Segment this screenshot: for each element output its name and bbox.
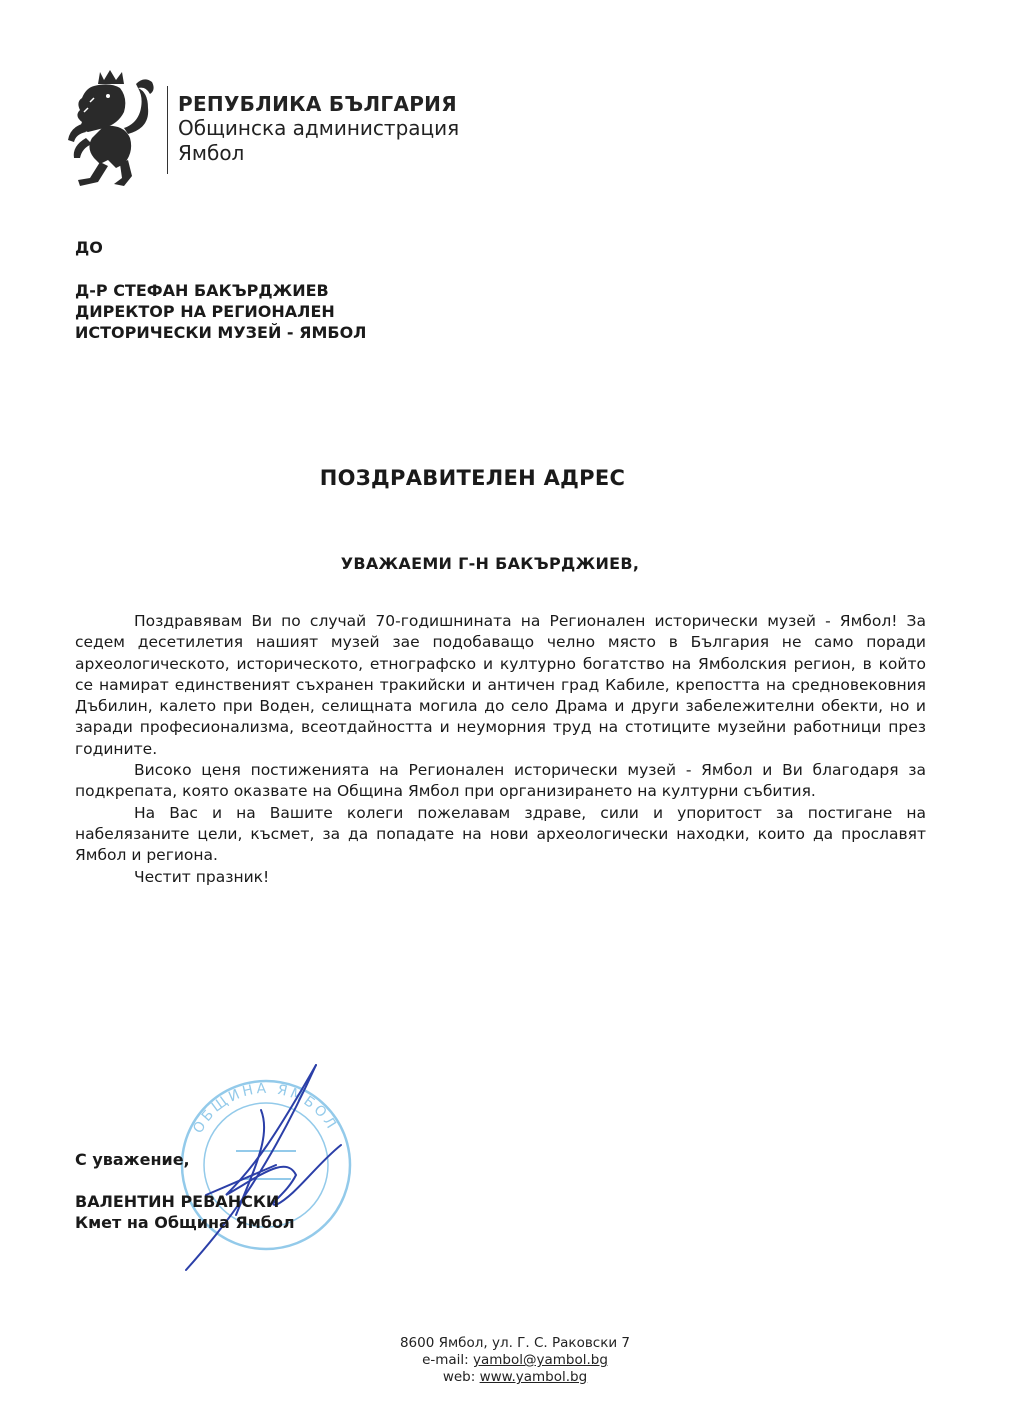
letter-body	[75, 611, 926, 888]
recipient-block	[75, 280, 366, 343]
footer-email-line	[0, 1352, 1030, 1369]
header-divider	[167, 86, 168, 174]
footer-address: 8600 Ямбол, ул. Г. С. Раковски 7	[399, 1335, 631, 1351]
closing-phrase: С уважение,	[75, 1150, 190, 1169]
city-name: Ямбол	[178, 141, 245, 165]
body-paragraph: Честит празник!	[134, 867, 270, 886]
addressee-to: ДО	[75, 238, 103, 257]
country-name: РЕПУБЛИКА БЪЛГАРИЯ	[178, 92, 457, 116]
signer-block	[75, 1191, 295, 1233]
salutation: УВАЖАЕМИ Г-Н БАКЪРДЖИЕВ,	[340, 554, 640, 573]
stamp-text: ОБЩИНА ЯМБОЛ	[190, 1080, 341, 1137]
recipient-institution: ИСТОРИЧЕСКИ МУЗЕЙ - ЯМБОЛ	[75, 323, 367, 342]
footer-contacts	[0, 1335, 1030, 1386]
body-paragraph: На Вас и на Вашите колеги пожелавам здраве, сили и упоритост за постигане на набелязаните цели, късмет, за да попадате на нови археологически находки, които да прославят Ямбол и региона.	[75, 803, 926, 865]
body-paragraph: Високо ценя постиженията на Регионален исторически музей - Ямбол и Ви благодаря за подкрепата, която оказвате на Община Ямбол при организирането на културни събития.	[75, 761, 926, 801]
email-label: e-mail:	[422, 1352, 469, 1368]
lion-coat-of-arms-icon	[64, 68, 160, 188]
footer-web-line	[0, 1369, 1030, 1386]
body-paragraph: Поздравявам Ви по случай 70-годишнината на Регионален исторически музей - Ямбол! За седем десетилетия нашият музей зае подобаващо челно място в България не само поради археологическото, историческото, етнографско и културно богатство на Ямболския регион, в който се намират единственият съхранен тракийски и античен град Кабиле, крепостта на средновековния Дъбилин, калето при Воден, селищната могила до село Драма и други забележителни обекти, но и заради професионализма, всеотдайността и неуморния труд на стотиците музейни работници през годините.	[75, 612, 926, 758]
letterhead	[178, 92, 459, 166]
document-title: ПОЗДРАВИТЕЛЕН АДРЕС	[319, 466, 626, 490]
recipient-title: ДИРЕКТОР НА РЕГИОНАЛЕН	[75, 302, 335, 321]
official-stamp-and-signature	[166, 1055, 366, 1285]
website-link[interactable]: www.yambol.bg	[479, 1369, 588, 1385]
signer-position: Кмет на Община Ямбол	[75, 1213, 295, 1232]
web-label: web:	[442, 1369, 476, 1385]
email-link[interactable]: yambol@yambol.bg	[473, 1352, 608, 1368]
recipient-name: Д-Р СТЕФАН БАКЪРДЖИЕВ	[75, 281, 329, 300]
svg-text:ОБЩИНА ЯМБОЛ	[190, 1081, 340, 1136]
signer-name: ВАЛЕНТИН РЕВАНСКИ	[75, 1192, 280, 1211]
administration-name: Общинска администрация	[178, 116, 460, 140]
